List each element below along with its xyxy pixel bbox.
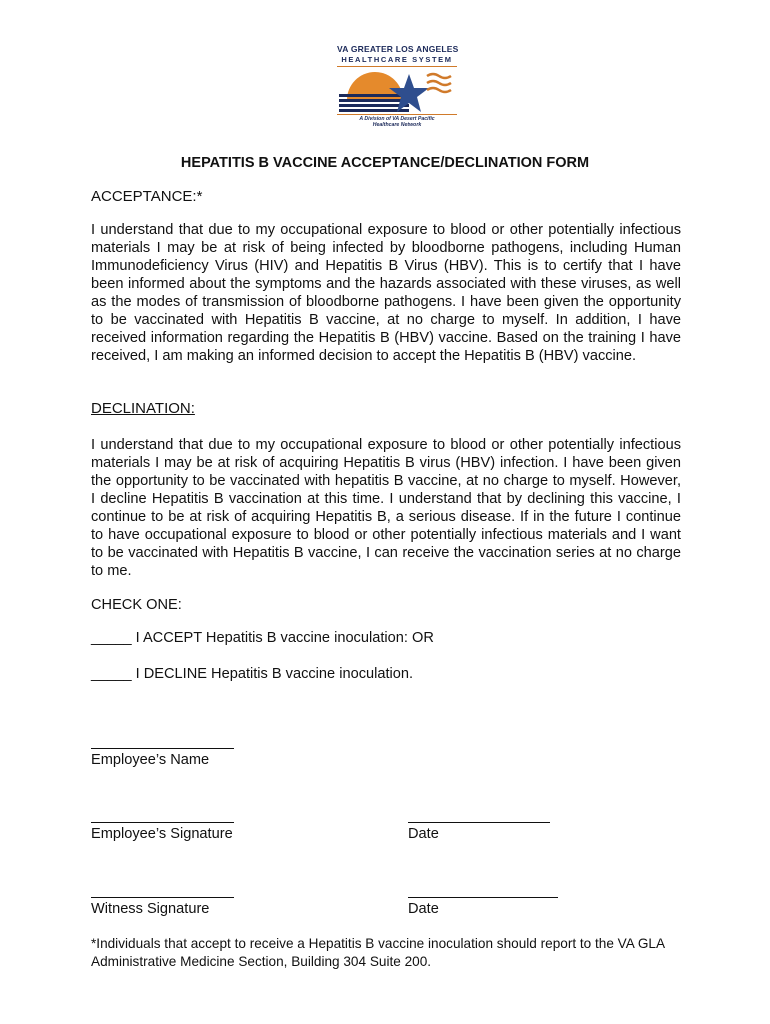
logo-line1: VA GREATER LOS ANGELES: [337, 44, 459, 54]
date-line-2[interactable]: [408, 897, 558, 898]
logo-rule-bottom: [337, 114, 457, 115]
check-one-label: CHECK ONE:: [91, 597, 182, 613]
employee-signature-line[interactable]: [91, 822, 234, 823]
witness-signature-label: Witness Signature: [91, 901, 210, 917]
sunset-star-icon: [339, 70, 457, 114]
employee-name-line[interactable]: [91, 748, 234, 749]
footnote: *Individuals that accept to receive a Hepatitis B vaccine inoculation should report to the VA GLA Administrative Medicine Section, Building 304 Suite 200.: [91, 936, 665, 969]
date-line-1[interactable]: [408, 822, 550, 823]
employee-signature-label: Employee’s Signature: [91, 826, 233, 842]
form-title: HEPATITIS B VACCINE ACCEPTANCE/DECLINATION FORM: [180, 155, 590, 171]
date-label-1: Date: [408, 826, 439, 842]
logo-subtitle-2: Healthcare Network: [372, 122, 422, 128]
logo-rule-top: [337, 66, 457, 67]
witness-signature-line[interactable]: [91, 897, 234, 898]
acceptance-text: I understand that due to my occupational exposure to blood or other potentially infectious materials I may be at risk of being infected by bloodborne pathogens, including Human Immunodeficiency Virus (HIV) and Hepatitis B Virus (HBV). This is to certify that I have been informed about the symptoms and the hazards associated with these viruses, as well as the modes of transmission of bloodborne pathogens. I have been given the opportunity to be vaccinated with Hepatitis B vaccine, at no charge to myself. In addition, I have received information regarding the Hepatitis B (HBV) vaccine. Based on the training I have received, I am making an informed decision to accept the Hepatitis B (HBV) vaccine.: [91, 222, 681, 364]
declination-text: I understand that due to my occupational exposure to blood or other potentially infectious materials I may be at risk of acquiring Hepatitis B virus (HBV) infection. I have been given the opportunity to be vaccinated with hepatitis B vaccine, at no charge to myself. However, I decline Hepatitis B vaccination at this time. I understand that by declining this vaccine, I continue to be at risk of acquiring Hepatitis B, a serious disease. If in the future I continue to have occupational exposure to blood or other potentially infectious materials and I want to be vaccinated with Hepatitis B vaccine, I can receive the vaccination series at no charge to me.: [91, 437, 681, 579]
accept-option[interactable]: _____ I ACCEPT Hepatitis B vaccine inoculation: OR: [91, 630, 434, 646]
logo-line2: HEALTHCARE SYSTEM: [341, 55, 453, 64]
decline-option[interactable]: _____ I DECLINE Hepatitis B vaccine inoculation.: [91, 666, 414, 682]
va-logo: [337, 44, 457, 128]
employee-name-label: Employee’s Name: [91, 752, 210, 768]
acceptance-heading: ACCEPTANCE:*: [91, 188, 203, 205]
logo-subtitle-1: A Division of VA Desert Pacific: [359, 116, 435, 122]
declination-heading: DECLINATION:: [91, 400, 195, 417]
date-label-2: Date: [408, 901, 439, 917]
